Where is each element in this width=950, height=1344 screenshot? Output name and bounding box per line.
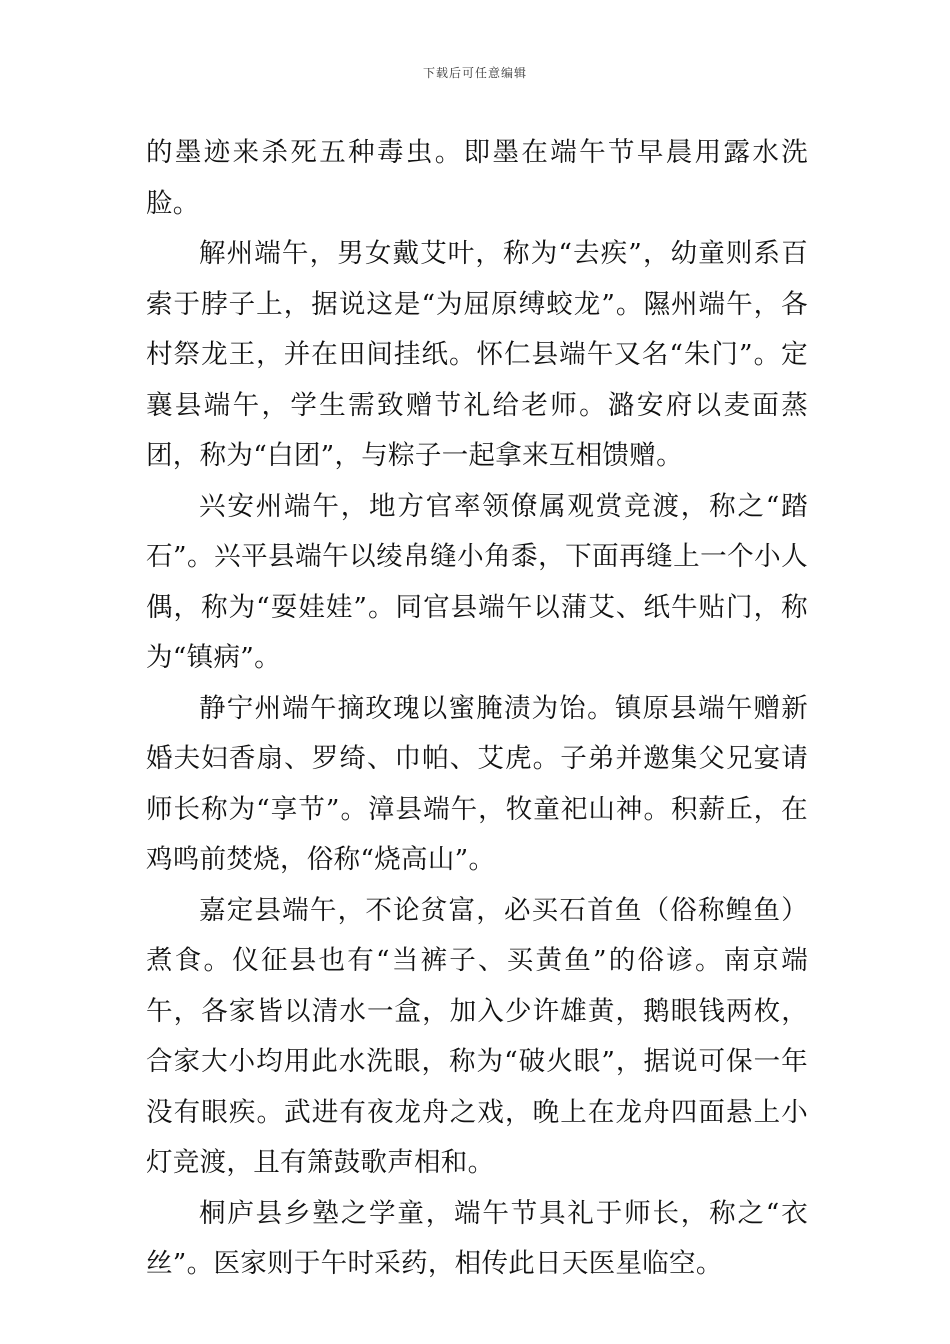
paragraph-5: 嘉定县端午，不论贫富，必买石首鱼（俗称鳇鱼）煮食。仪征县也有“当裤子、买黄鱼”的俗谚。南京端午，各家皆以清水一盒，加入少许雄黄，鹅眼钱两枚，合家大小均用此水洗眼，称为“破火眼”，据说可保一年没有眼疾。武进有夜龙舟之戏，晚上在龙舟四面悬上小灯竞渡，且有箫鼓歌声相和。	[146, 894, 808, 1178]
paragraph-3: 兴安州端午，地方官率领僚属观赏竞渡，称之“踏石”。兴平县端午以绫帛缝小角黍，下面再缝上一个小人偶，称为“耍娃娃”。同官县端午以蒲艾、纸牛贴门，称为“镇病”。	[146, 490, 808, 673]
paragraph-6: 桐庐县乡塾之学童，端午节具礼于师长，称之“衣丝”。医家则于午时采药，相传此日天医星临空。	[146, 1197, 808, 1279]
paragraph-4: 静宁州端午摘玫瑰以蜜腌渍为饴。镇原县端午赠新婚夫妇香扇、罗绮、巾帕、艾虎。子弟并邀集父兄宴请师长称为“享节”。漳县端午，牧童祀山神。积薪丘，在鸡鸣前焚烧，俗称“烧高山”。	[146, 692, 808, 875]
paragraph-1: 的墨迹来杀死五种毒虫。即墨在端午节早晨用露水洗脸。	[146, 137, 808, 219]
paragraph-2: 解州端午，男女戴艾叶，称为“去疾”，幼童则系百索于脖子上，据说这是“为屈原缚蛟龙”。隰州端午，各村祭龙王，并在田间挂纸。怀仁县端午又名“朱门”。定襄县端午，学生需致赠节礼给老师。潞安府以麦面蒸团，称为“白团”，与粽子一起拿来互相馈赠。	[146, 238, 808, 471]
document-body	[146, 128, 808, 1290]
page-header: 下载后可任意编辑	[422, 66, 527, 80]
